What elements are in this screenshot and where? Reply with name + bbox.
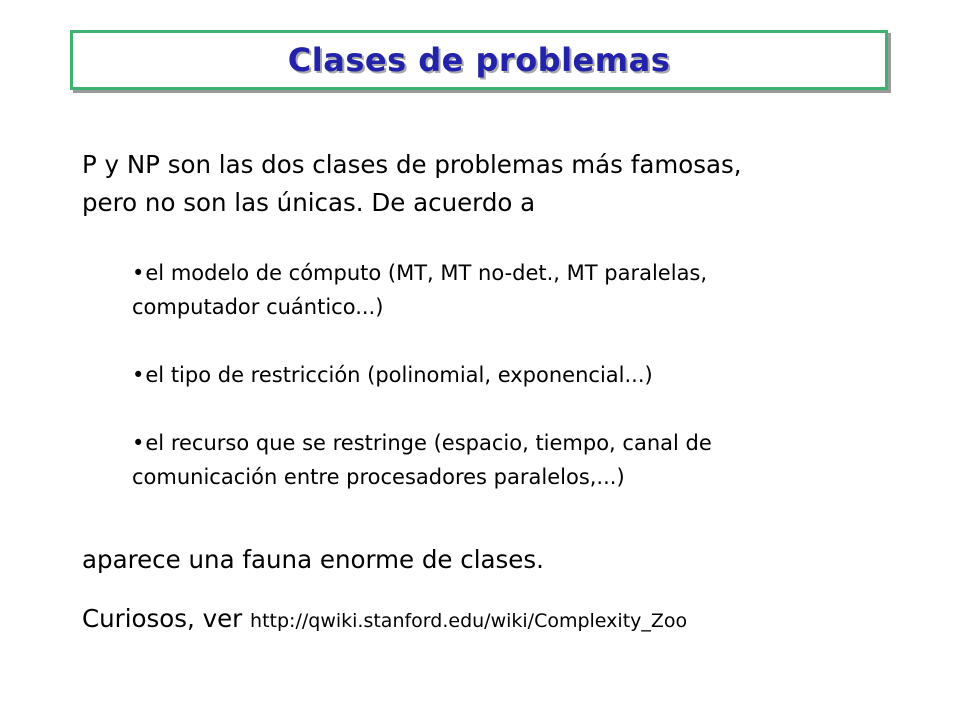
list-item-line-1: el recurso que se restringe (espacio, tiempo, canal de <box>145 431 712 455</box>
page-title: Clases de problemas <box>287 41 671 79</box>
title-banner <box>70 30 888 90</box>
bullet-icon: • <box>132 431 145 455</box>
intro-line-1: P y NP son las dos clases de problemas más famosas, <box>82 150 742 179</box>
criteria-list <box>132 256 912 494</box>
conclusion-text: aparece una fauna enorme de clases. <box>82 545 544 574</box>
curious-line <box>82 600 687 640</box>
bullet-icon: • <box>132 261 145 285</box>
list-item-model <box>132 256 912 324</box>
intro-line-2: pero no son las únicas. De acuerdo a <box>82 188 536 217</box>
list-item-line-1: el tipo de restricción (polinomial, exponencial...) <box>145 363 653 387</box>
list-item-resource <box>132 426 912 494</box>
curious-label: Curiosos, ver <box>82 604 243 633</box>
intro-paragraph <box>82 146 882 222</box>
complexity-zoo-link[interactable]: http://qwiki.stanford.edu/wiki/Complexity_Zoo <box>250 610 688 632</box>
bullet-icon: • <box>132 363 145 387</box>
list-item-line-1: el modelo de cómputo (MT, MT no-det., MT paralelas, <box>145 261 708 285</box>
list-item-restriction <box>132 358 912 392</box>
list-item-line-2: computador cuántico...) <box>132 295 384 319</box>
list-item-line-2: comunicación entre procesadores paralelos,...) <box>132 465 625 489</box>
